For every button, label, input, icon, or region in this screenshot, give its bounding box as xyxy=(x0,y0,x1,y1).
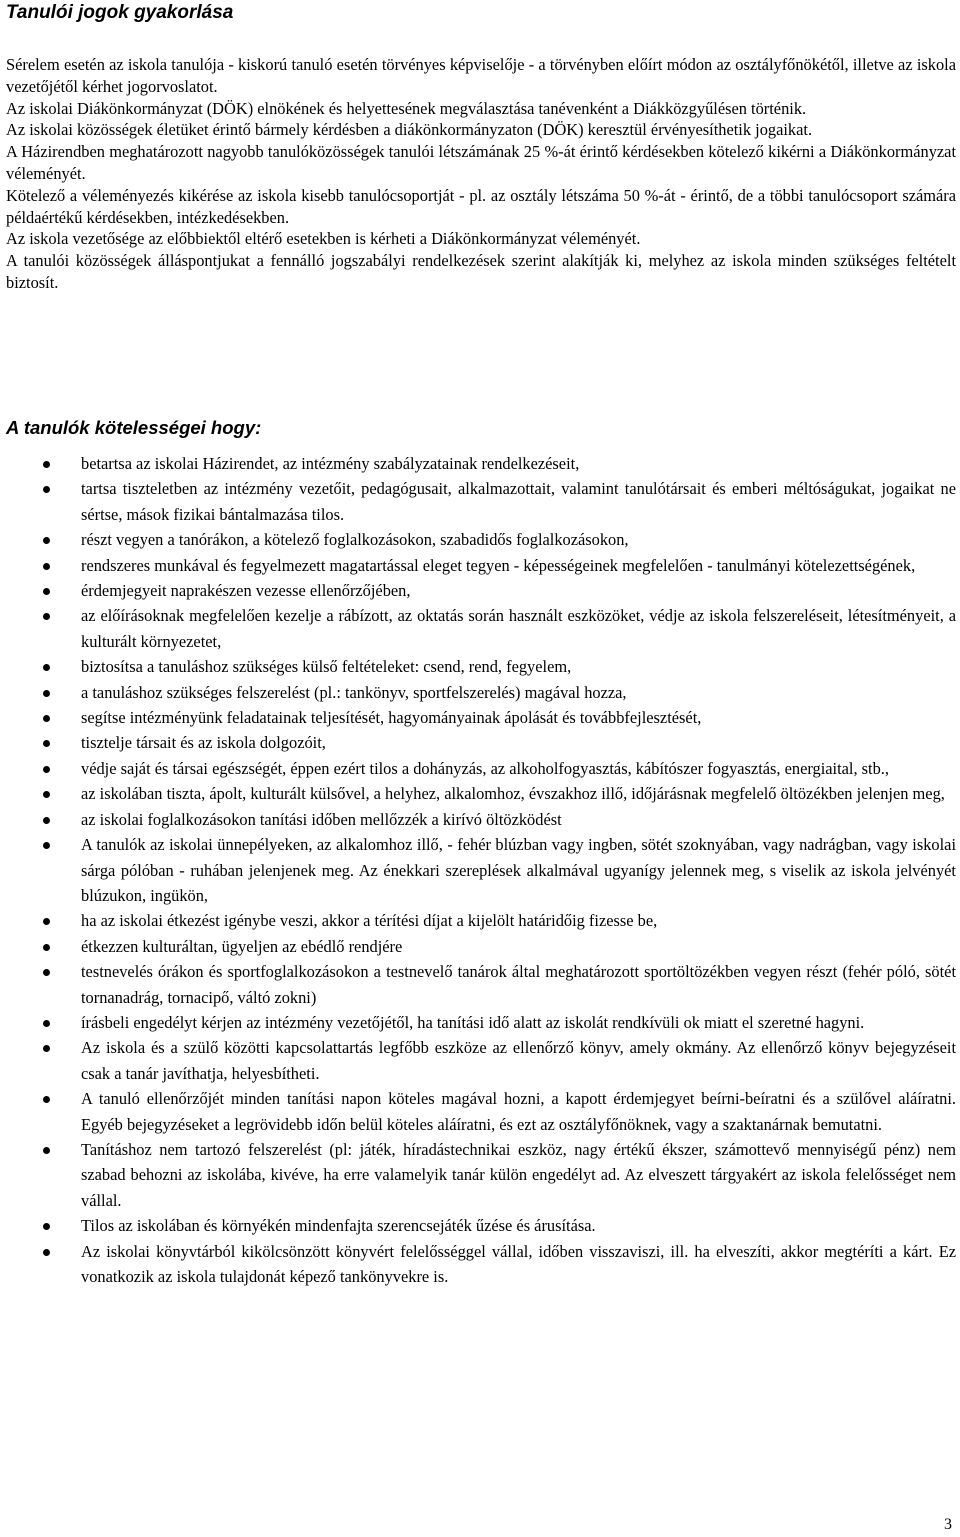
bullet-icon xyxy=(43,766,50,773)
bullet-icon xyxy=(43,690,50,697)
bullet-icon xyxy=(43,1147,50,1154)
bullet-icon xyxy=(43,1223,50,1230)
bullet-icon xyxy=(43,918,50,925)
duty-text: tartsa tiszteletben az intézmény vezetőit, pedagógusait, alkalmazottait, valamint tanulótársait és emberi méltóságukat, jogaikat ne sértse, mások fizikai bántalmazása tilos. xyxy=(81,479,956,524)
page-number: 3 xyxy=(944,1516,952,1533)
bullet-icon xyxy=(43,842,50,849)
duty-text: biztosítsa a tanuláshoz szükséges külső feltételeket: csend, rend, fegyelem, xyxy=(81,657,572,677)
bullet-icon xyxy=(43,791,50,798)
bullet-icon xyxy=(43,740,50,747)
duty-text: Tanításhoz nem tartozó felszerelést (pl: játék, híradástechnikai eszköz, nagy értékű ékszer, számottevő mennyiségű pénz) nem szabad behozni az iskolába, kivéve, ha erre valamelyik tanár külön engedélyt ad. Az elveszett tárgyakért az iskola felelősséget nem vállal. xyxy=(81,1139,956,1210)
duty-item xyxy=(6,1086,956,1137)
duty-item xyxy=(6,705,956,730)
bullet-icon xyxy=(43,715,50,722)
duty-text: betartsa az iskolai Házirendet, az intézmény szabályzatainak rendelkezéseit, xyxy=(81,454,580,473)
duty-item xyxy=(6,756,956,781)
duty-text: az iskolai foglalkozásokon tanítási időben mellőzzék a kirívó öltözködést xyxy=(81,809,562,829)
duty-item xyxy=(6,832,956,908)
intro-paragraph: A Házirendben meghatározott nagyobb tanulóközösségek tanulói létszámának 25 %-át érintő kérdésekben kötelező kikérni a Diákönkormányzat véleményét. xyxy=(6,142,956,183)
duty-text: írásbeli engedélyt kérjen az intézmény vezetőjétől, ha tanítási idő alatt az iskolát rendkívüli ok miatt el szeretné hagyni. xyxy=(81,1012,865,1032)
duty-text: A tanulók az iskolai ünnepélyeken, az alkalomhoz illő, - fehér blúzban vagy ingben, sötét szoknyában, vagy nadrágban, vagy iskolai sárga pólóban - ruhában jelenjenek meg. Az énekkari szereplések alkalmával ugyanígy jelennek meg, s viselik az iskola jelvényét blúzukon, ingükön, xyxy=(81,835,956,905)
intro-section xyxy=(6,54,956,294)
section-title: Tanulói jogok gyakorlása xyxy=(6,2,234,23)
duty-text: védje saját és társai egészségét, éppen ezért tilos a dohányzás, az alkoholfogyasztás, kábítószer fogyasztás, energiaital, stb., xyxy=(81,758,889,778)
intro-paragraph: Kötelező a véleményezés kikérése az iskola kisebb tanulócsoportját - pl. az osztály létszáma 50 %-át - érintő, de a többi tanulócsoport számára példaértékű kérdésekben, intézkedésekben. xyxy=(6,185,956,227)
duty-text: az előírásoknak megfelelően kezelje a rábízott, az oktatás során használt eszközöket, védje az iskola felszereléseit, létesítményeit, a kulturált környezetet, xyxy=(81,606,956,651)
bullet-icon xyxy=(43,486,50,493)
duties-list xyxy=(6,451,956,1289)
duty-item xyxy=(6,451,956,476)
duty-item xyxy=(6,908,956,933)
duty-text: A tanuló ellenőrzőjét minden tanítási napon köteles magával hozni, a kapott érdemjegyet beírni-beíratni és a szülővel aláíratni. Egyéb bejegyzéseket a legrövidebb időn belül köteles aláíratni, és ezt az osztályfőnöknek, vagy a szaktanárnak bemutatni. xyxy=(81,1089,956,1134)
duty-text: az iskolában tiszta, ápolt, kulturált külsővel, a helyhez, alkalomhoz, évszakhoz illő, időjárásnak megfelelő öltözékben jelenjen meg, xyxy=(81,784,945,804)
duty-text: részt vegyen a tanórákon, a kötelező foglalkozásokon, szabadidős foglalkozásokon, xyxy=(81,530,629,550)
duty-item xyxy=(6,1213,956,1238)
duty-item xyxy=(6,680,956,705)
duty-item xyxy=(6,476,956,527)
duty-text: érdemjegyeit naprakészen vezesse ellenőrzőjében, xyxy=(81,581,411,601)
duty-text: ha az iskolai étkezést igénybe veszi, akkor a térítési díjat a kijelölt határidőig fizesse be, xyxy=(81,911,658,931)
bullet-icon xyxy=(43,537,50,544)
duty-item xyxy=(6,1035,956,1086)
bullet-icon xyxy=(43,969,50,976)
duty-item xyxy=(6,654,956,679)
bullet-icon xyxy=(43,1045,50,1052)
bullet-icon xyxy=(43,461,50,468)
duties-title: A tanulók kötelességei hogy: xyxy=(6,417,262,438)
duty-item xyxy=(6,730,956,755)
bullet-icon xyxy=(43,1249,50,1256)
duty-text: segítse intézményünk feladatainak teljesítését, hagyományainak ápolását és továbbfejlesztését, xyxy=(81,708,702,728)
bullet-icon xyxy=(43,664,50,671)
intro-paragraph: Az iskolai közösségek életüket érintő bármely kérdésben a diákönkormányzaton (DÖK) keresztül érvényesíthetik jogaikat. xyxy=(6,120,813,140)
duty-text: a tanuláshoz szükséges felszerelést (pl.: tankönyv, sportfelszerelés) magával hozza, xyxy=(81,682,627,702)
duty-item xyxy=(6,1010,956,1035)
bullet-icon xyxy=(43,944,50,951)
duty-item xyxy=(6,807,956,832)
bullet-icon xyxy=(43,1096,50,1103)
bullet-icon xyxy=(43,1020,50,1027)
intro-paragraph: A tanulói közösségek álláspontjukat a fennálló jogszabályi rendelkezések szerint alakítják ki, melyhez az iskola minden szükséges feltételt biztosít. xyxy=(6,251,956,292)
bullet-icon xyxy=(43,613,50,620)
intro-paragraph: Az iskola vezetősége az előbbiektől eltérő esetekben is kérheti a Diákönkormányzat véleményét. xyxy=(6,229,641,249)
duty-text: Az iskolai könyvtárból kikölcsönzött könyvért felelősséggel vállal, időben visszaviszi, ill. ha elveszíti, akkor megtéríti a kárt. Ez vonatkozik az iskola tulajdonát képező tankönyvekre is. xyxy=(81,1241,956,1286)
duty-item xyxy=(6,934,956,959)
bullet-icon xyxy=(43,588,50,595)
duty-item xyxy=(6,578,956,603)
duty-item xyxy=(6,781,956,806)
duty-item xyxy=(6,527,956,552)
duty-text: rendszeres munkával és fegyelmezett magatartással eleget tegyen - képességeinek megfelelően - tanulmányi kötelezettségének, xyxy=(81,555,916,575)
intro-paragraph: Sérelem esetén az iskola tanulója - kiskorú tanuló esetén törvényes képviselője - a törvényben előírt módon az osztályfőnökétől, illetve az iskola vezetőjétől kérhet jogorvoslatot. xyxy=(6,55,956,96)
bullet-icon xyxy=(43,817,50,824)
duty-item xyxy=(6,553,956,578)
duty-text: testnevelés órákon és sportfoglalkozásokon a testnevelő tanárok által meghatározott sportöltözékben vegyen részt (fehér póló, sötét tornanadrág, tornacipő, váltó zokni) xyxy=(81,962,956,1007)
bullet-icon xyxy=(43,563,50,570)
duty-item xyxy=(6,1137,956,1213)
duty-text: Az iskola és a szülő közötti kapcsolattartás legfőbb eszköze az ellenőrző könyv, amely okmány. Az ellenőrző könyv bejegyzéseit csak a tanár javíthatja, helyesbítheti. xyxy=(81,1038,956,1083)
duty-text: Tilos az iskolában és környékén mindenfajta szerencsejáték űzése és árusítása. xyxy=(81,1216,596,1236)
intro-paragraph: Az iskolai Diákönkormányzat (DÖK) elnökének és helyettesének megválasztása tanévenként a Diákközgyűlésen történik. xyxy=(6,98,807,118)
duty-text: étkezzen kulturáltan, ügyeljen az ebédlő rendjére xyxy=(81,936,403,956)
duty-item xyxy=(6,959,956,1010)
duty-item xyxy=(6,1239,956,1290)
duty-text: tisztelje társait és az iskola dolgozóit, xyxy=(81,733,326,753)
duty-item xyxy=(6,603,956,654)
